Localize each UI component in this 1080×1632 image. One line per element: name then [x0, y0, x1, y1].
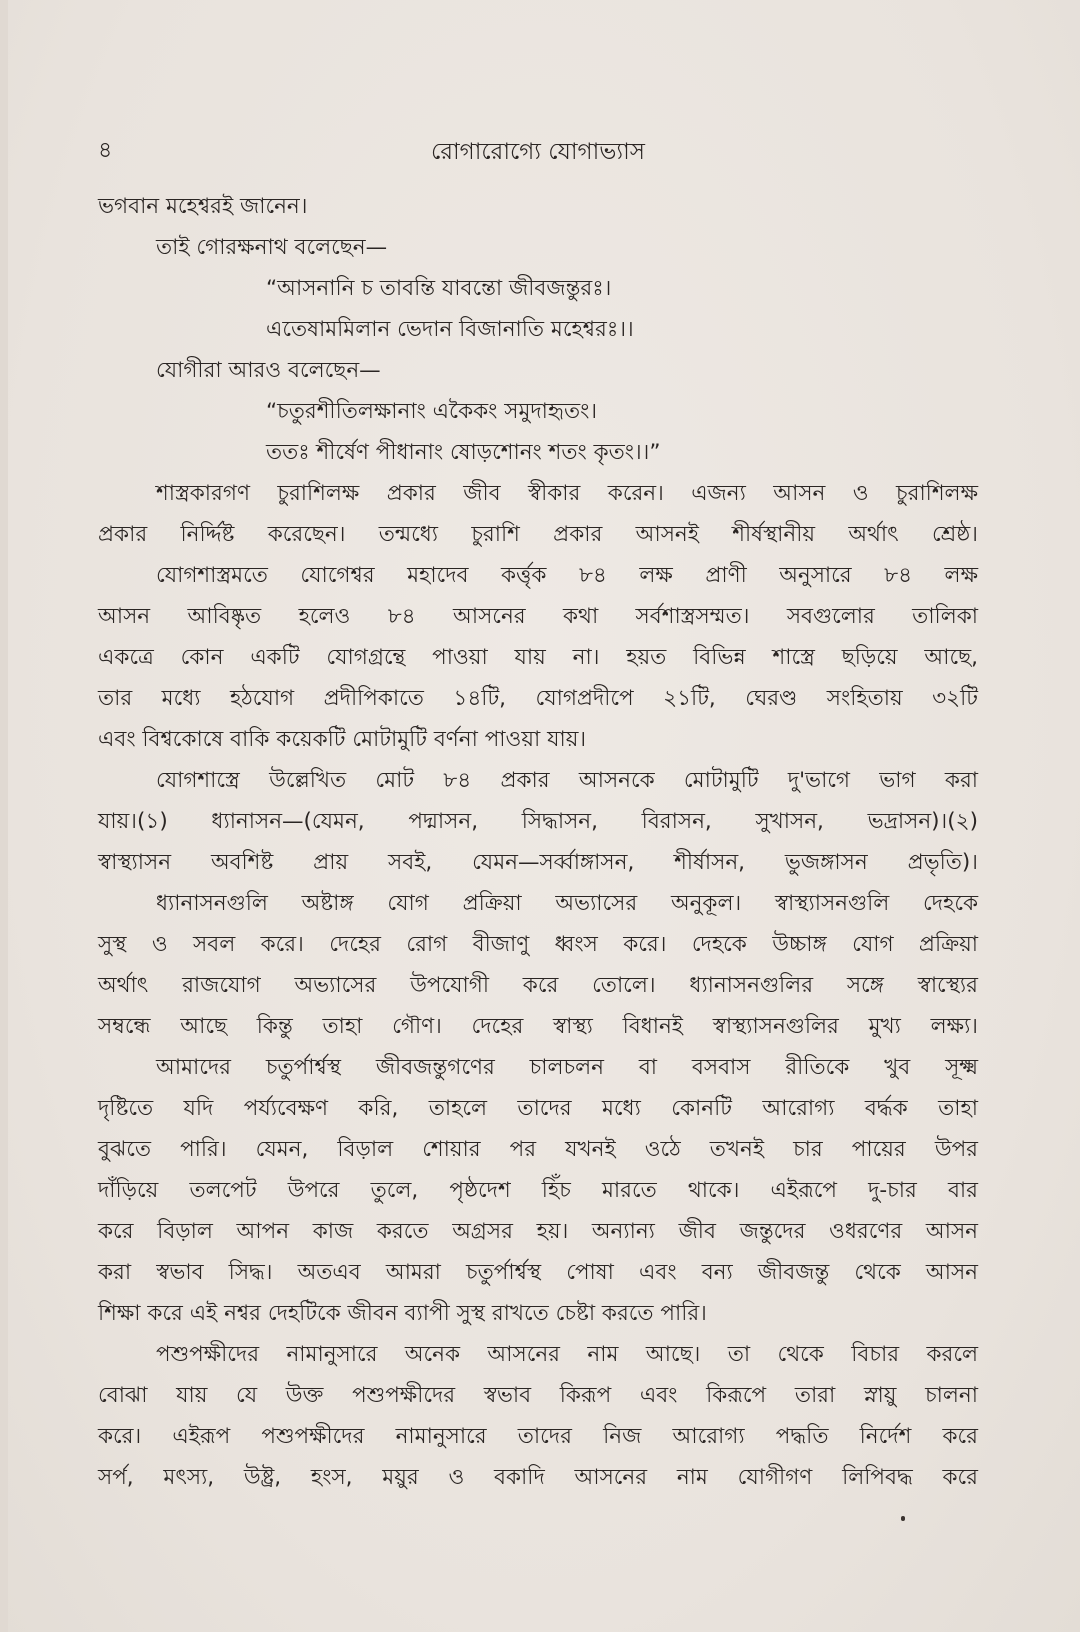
text-line: আসন আবিষ্কৃত হলেও ৮৪ আসনের কথা সর্বশাস্ত্রসম্মত। সবগুলোর তালিকা — [98, 604, 978, 629]
text-line: অর্থাৎ রাজযোগ অভ্যাসের উপযোগী করে তোলে। ধ্যানাসনগুলির সঙ্গে স্বাস্থ্যের — [98, 973, 978, 998]
text-line: একত্রে কোন একটি যোগগ্রন্থে পাওয়া যায় না। হয়ত বিভিন্ন শাস্ত্রে ছড়িয়ে আছে, — [98, 645, 978, 670]
verse-line: “আসনানি চ তাবন্তি যাবন্তো জীবজন্তুরঃ। — [266, 276, 612, 301]
text-line: সর্প, মৎস্য, উষ্ট্র, হংস, ময়ুর ও বকাদি আসনের নাম যোগীগণ লিপিবদ্ধ করে — [98, 1465, 978, 1490]
text-line: এবং বিশ্বকোষে বাকি কয়েকটি মোটামুটি বর্ণনা পাওয়া যায়। — [98, 727, 587, 752]
text-line: পশুপক্ষীদের নামানুসারে অনেক আসনের নাম আছে। তা থেকে বিচার করলে — [156, 1342, 978, 1367]
text-line: করা স্বভাব সিদ্ধ। অতএব আমরা চতুর্পার্শ্বস্থ পোষা এবং বন্য জীবজন্তু থেকে আসন — [98, 1260, 978, 1285]
text-line: ভগবান মহেশ্বরই জানেন। — [98, 194, 308, 219]
text-line: করে। এইরূপ পশুপক্ষীদের নামানুসারে তাদের নিজ আরোগ্য পদ্ধতি নির্দেশ করে — [98, 1424, 978, 1449]
text-line: দৃষ্টিতে যদি পর্য্যবেক্ষণ করি, তাহলে তাদের মধ্যে কোনটি আরোগ্য বর্দ্ধক তাহা — [98, 1096, 978, 1121]
text-line: যায়।(১) ধ্যানাসন—(যেমন, পদ্মাসন, সিদ্ধাসন, বিরাসন, সুখাসন, ভদ্রাসন)।(২) — [98, 809, 978, 834]
verse-line: ততঃ শীর্ষেণ পীধানাং ষোড়শোনং শতং কৃতং।।” — [266, 440, 661, 465]
page-edge — [0, 0, 8, 1632]
page-header — [98, 133, 978, 167]
text-line: বোঝা যায় যে উক্ত পশুপক্ষীদের স্বভাব কিরূপ এবং কিরূপে তারা স্নায়ু চালনা — [98, 1383, 978, 1408]
text-line: তার মধ্যে হঠযোগ প্রদীপিকাতে ১৪টি, যোগপ্রদীপে ২১টি, ঘেরণ্ড সংহিতায় ৩২টি — [98, 686, 978, 711]
text-line: সম্বন্ধে আছে কিন্তু তাহা গৌণ। দেহের স্বাস্থ্য বিধানই স্বাস্থ্যাসনগুলির মুখ্য লক্ষ্য। — [98, 1014, 978, 1039]
text-line: স্বাস্থ্যাসন অবশিষ্ট প্রায় সবই, যেমন—সর্ব্বাঙ্গাসন, শীর্ষাসন, ভুজঙ্গাসন প্রভৃতি)। — [98, 850, 978, 875]
text-line: শাস্ত্রকারগণ চুরাশিলক্ষ প্রকার জীব স্বীকার করেন। এজন্য আসন ও চুরাশিলক্ষ — [156, 481, 978, 506]
text-line: শিক্ষা করে এই নশ্বর দেহটিকে জীবন ব্যাপী সুস্থ রাখতে চেষ্টা করতে পারি। — [98, 1301, 707, 1326]
text-line: যোগীরা আরও বলেছেন— — [156, 358, 381, 383]
text-line: দাঁড়িয়ে তলপেট উপরে তুলে, পৃষ্ঠদেশ হিঁচ মারতে থাকে। এইরূপে দু-চার বার — [98, 1178, 978, 1203]
verse-line: “চতুরশীতিলক্ষানাং একৈকং সমুদাহৃতং। — [266, 399, 598, 424]
page-body — [98, 186, 978, 1498]
page-number: ৪ — [98, 138, 113, 163]
text-line: তাই গোরক্ষনাথ বলেছেন— — [156, 235, 388, 260]
text-line: যোগশাস্ত্রে উল্লেখিত মোট ৮৪ প্রকার আসনকে মোটামুটি দু'ভাগে ভাগ করা — [156, 768, 978, 793]
text-line: প্রকার নির্দ্দিষ্ট করেছেন। তন্মধ্যে চুরাশি প্রকার আসনই শীর্ষস্থানীয় অর্থাৎ শ্রেষ্ঠ। — [98, 522, 978, 547]
ink-speck — [901, 1516, 905, 1521]
text-line: যোগশাস্ত্রমতে যোগেশ্বর মহাদেব কর্ত্তৃক ৮৪ লক্ষ প্রাণী অনুসারে ৮৪ লক্ষ — [156, 563, 978, 588]
text-line: সুস্থ ও সবল করে। দেহের রোগ বীজাণু ধ্বংস করে। দেহকে উচ্চাঙ্গ যোগ প্রক্রিয়া — [98, 932, 978, 957]
text-line: ধ্যানাসনগুলি অষ্টাঙ্গ যোগ প্রক্রিয়া অভ্যাসের অনুকূল। স্বাস্থ্যাসনগুলি দেহকে — [156, 891, 978, 916]
running-title: রোগারোগ্যে যোগাভ্যাস — [431, 139, 645, 165]
text-line: আমাদের চতুর্পার্শ্বস্থ জীবজন্তুগণের চালচলন বা বসবাস রীতিকে খুব সূক্ষ্ম — [156, 1055, 978, 1080]
text-line: বুঝতে পারি। যেমন, বিড়াল শোয়ার পর যখনই ওঠে তখনই চার পায়ের উপর — [98, 1137, 978, 1162]
verse-line: এতেষামমিলান ভেদান বিজানাতি মহেশ্বরঃ।। — [266, 317, 634, 342]
text-line: করে বিড়াল আপন কাজ করতে অগ্রসর হয়। অন্যান্য জীব জন্তুদের ওধরণের আসন — [98, 1219, 978, 1244]
